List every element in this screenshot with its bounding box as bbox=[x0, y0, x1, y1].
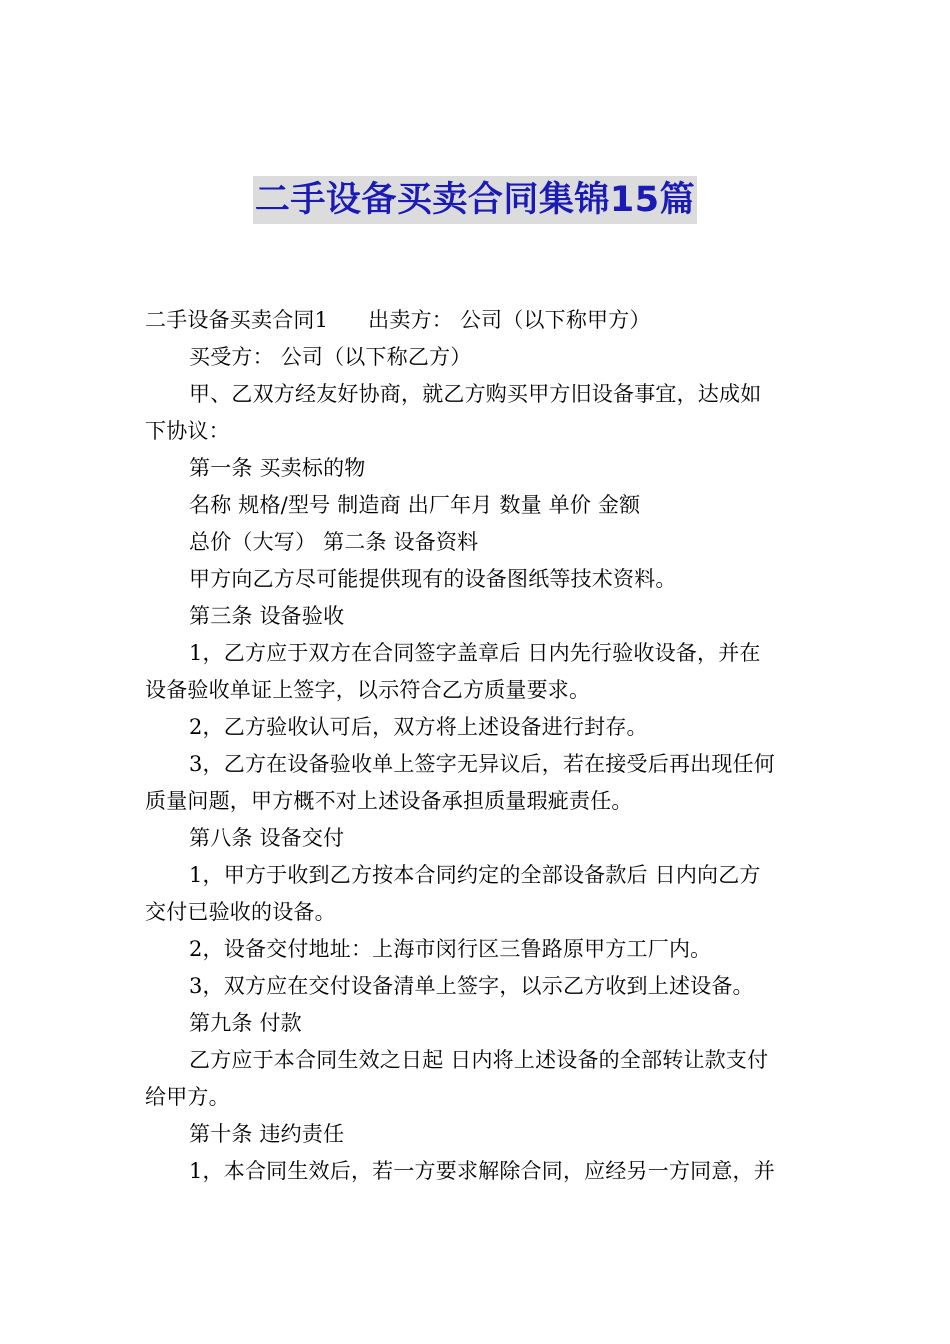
text-line-content: 3，乙方在设备验收单上签字无异议后，若在接受后再出现任何 bbox=[189, 752, 775, 776]
text-line bbox=[145, 376, 810, 413]
text-line bbox=[145, 339, 810, 376]
text-line-content: 3，双方应在交付设备清单上签字，以示乙方收到上述设备。 bbox=[189, 974, 754, 998]
text-line bbox=[145, 450, 810, 487]
text-line-content: 第八条 设备交付 bbox=[189, 826, 345, 850]
text-line bbox=[145, 894, 810, 931]
text-line bbox=[145, 820, 810, 857]
text-line bbox=[145, 746, 810, 783]
text-line-content: 2，设备交付地址：上海市闵行区三鲁路原甲方工厂内。 bbox=[189, 937, 712, 961]
text-line bbox=[145, 1153, 810, 1190]
text-line-content: 二手设备买卖合同1 bbox=[145, 308, 329, 332]
text-line-content: 总价（大写） 第二条 设备资料 bbox=[189, 530, 479, 554]
text-line-content: 第十条 违约责任 bbox=[189, 1122, 345, 1146]
document-title: 二手设备买卖合同集锦15篇 bbox=[253, 176, 697, 224]
document-body bbox=[145, 302, 810, 1190]
text-line bbox=[145, 561, 810, 598]
text-line bbox=[145, 1079, 810, 1116]
text-line bbox=[145, 302, 810, 339]
text-line bbox=[145, 672, 810, 709]
text-line bbox=[145, 857, 810, 894]
text-line-content: 1，乙方应于双方在合同签字盖章后 日内先行验收设备，并在 bbox=[189, 641, 761, 665]
text-line-content: 2，乙方验收认可后，双方将上述设备进行封存。 bbox=[189, 715, 648, 739]
text-line-continuation: 出卖方： 公司（以下称甲方） bbox=[368, 308, 651, 332]
text-line bbox=[145, 524, 810, 561]
text-line bbox=[145, 1116, 810, 1153]
text-line bbox=[145, 968, 810, 1005]
text-line bbox=[145, 487, 810, 524]
text-line bbox=[145, 598, 810, 635]
text-line bbox=[145, 709, 810, 746]
text-line bbox=[145, 1042, 810, 1079]
text-line bbox=[145, 783, 810, 820]
text-line-content: 第三条 设备验收 bbox=[189, 604, 345, 628]
text-line-content: 交付已验收的设备。 bbox=[145, 900, 336, 924]
text-line-content: 1，甲方于收到乙方按本合同约定的全部设备款后 日内向乙方 bbox=[189, 863, 761, 887]
text-line bbox=[145, 931, 810, 968]
text-line bbox=[145, 413, 810, 450]
text-line-content: 1，本合同生效后，若一方要求解除合同，应经另一方同意，并 bbox=[189, 1159, 775, 1183]
text-line-content: 第一条 买卖标的物 bbox=[189, 456, 366, 480]
text-line-content: 名称 规格/型号 制造商 出厂年月 数量 单价 金额 bbox=[189, 493, 641, 517]
text-line-content: 乙方应于本合同生效之日起 日内将上述设备的全部转让款支付 bbox=[189, 1048, 769, 1072]
text-line-content: 给甲方。 bbox=[145, 1085, 230, 1109]
text-line-content: 下协议： bbox=[145, 419, 230, 443]
text-line bbox=[145, 1005, 810, 1042]
text-line-content: 甲、乙双方经友好协商，就乙方购买甲方旧设备事宜，达成如 bbox=[189, 382, 762, 406]
text-line-content: 质量问题，甲方概不对上述设备承担质量瑕疵责任。 bbox=[145, 789, 633, 813]
text-line-content: 买受方： 公司（以下称乙方） bbox=[189, 345, 472, 369]
text-line bbox=[145, 635, 810, 672]
text-line-content: 第九条 付款 bbox=[189, 1011, 302, 1035]
title-container bbox=[0, 176, 950, 224]
text-line-content: 设备验收单证上签字，以示符合乙方质量要求。 bbox=[145, 678, 591, 702]
text-line-content: 甲方向乙方尽可能提供现有的设备图纸等技术资料。 bbox=[189, 567, 677, 591]
